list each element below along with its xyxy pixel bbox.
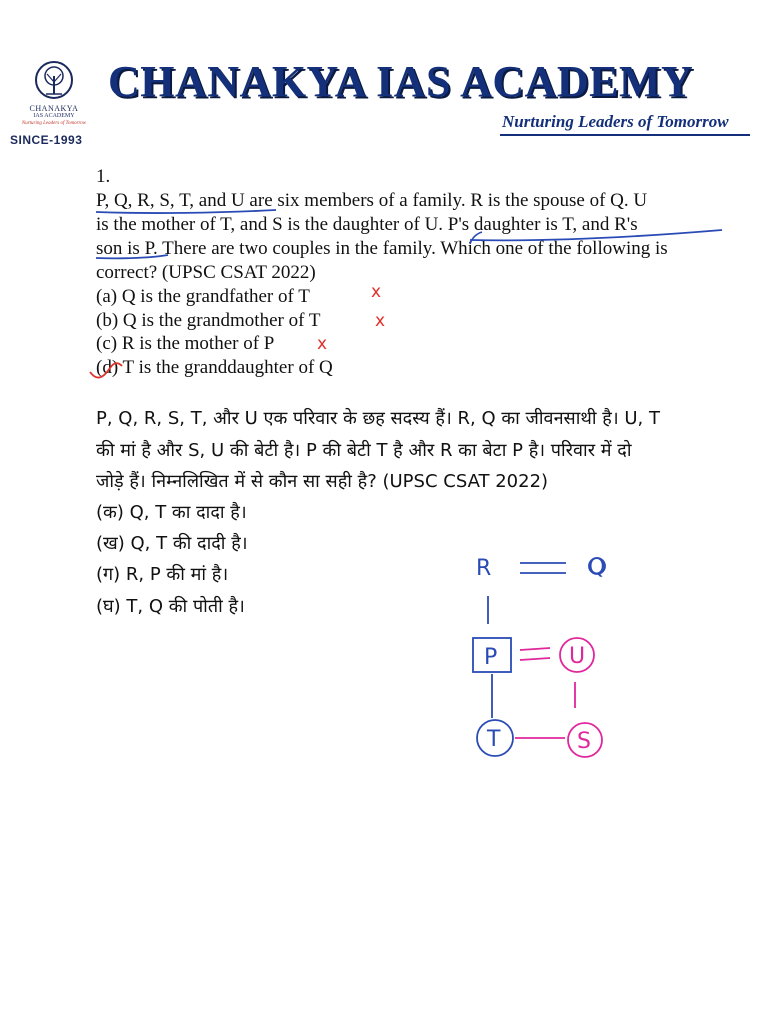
question-line: P, Q, R, S, T, and U are six members of a family. R is the spouse of Q. U [96, 190, 648, 211]
hindi-question-line: की मां है और S, U की बेटी है। P की बेटी T है और R का बेटा P है। परिवार में दो [96, 440, 632, 461]
node-p-box [473, 638, 511, 672]
since-label: SINCE-1993 [10, 133, 83, 147]
logo-name: CHANAKYA [29, 104, 79, 113]
question-line: son is P. There are two couples in the family. Which one of the following is [96, 238, 668, 259]
node-t-label: T [487, 727, 501, 752]
logo-subtitle: IAS ACADEMY [33, 113, 75, 119]
question-line: is the mother of T, and S is the daughter of U. P's daughter is T, and R's [96, 214, 638, 235]
question-line: correct? (UPSC CSAT 2022) [96, 262, 316, 283]
slogan-underline [500, 134, 750, 136]
node-u-label: U [569, 644, 586, 669]
option-a: (a) Q is the grandfather of T [96, 286, 310, 307]
brand-title: CHANAKYA IAS ACADEMY [108, 57, 694, 106]
spouse-line [520, 648, 550, 650]
wrong-mark-icon: x [317, 334, 328, 354]
option-c: (c) R is the mother of P [96, 333, 275, 354]
node-s-circle [568, 723, 602, 757]
wrong-mark-icon: x [375, 311, 386, 331]
option-d: (d) T is the granddaughter of Q [96, 357, 333, 378]
hindi-option-gha: (घ) T, Q की पोती है। [96, 596, 245, 617]
node-t-circle [477, 720, 513, 756]
node-p-label: P [484, 645, 498, 670]
spouse-line [520, 658, 550, 660]
hindi-question-line: P, Q, R, S, T, और U एक परिवार के छह सदस्य हैं। R, Q का जीवनसाथी है। U, T [96, 408, 660, 429]
node-q-circle [589, 558, 605, 574]
node-u-circle [560, 638, 594, 672]
node-r-label: R [476, 556, 492, 581]
tree-emblem-icon [28, 60, 80, 104]
option-b: (b) Q is the grandmother of T [96, 310, 321, 331]
hindi-option-ka: (क) Q, T का दादा है। [96, 502, 247, 523]
hindi-option-ga: (ग) R, P की मां है। [96, 564, 229, 585]
node-q-label: Q [588, 555, 606, 580]
brand-slogan: Nurturing Leaders of Tomorrow [502, 112, 729, 131]
question-number: 1. [96, 166, 111, 187]
node-s-label: S [577, 729, 591, 754]
hindi-question-line: जोड़े हैं। निम्नलिखित में से कौन सा सही है? (UPSC CSAT 2022) [96, 471, 549, 492]
wrong-mark-icon: x [371, 282, 382, 302]
hindi-option-kha: (ख) Q, T की दादी है। [96, 533, 248, 554]
logo-tagline: Nurturing Leaders of Tomorrow [21, 121, 87, 126]
